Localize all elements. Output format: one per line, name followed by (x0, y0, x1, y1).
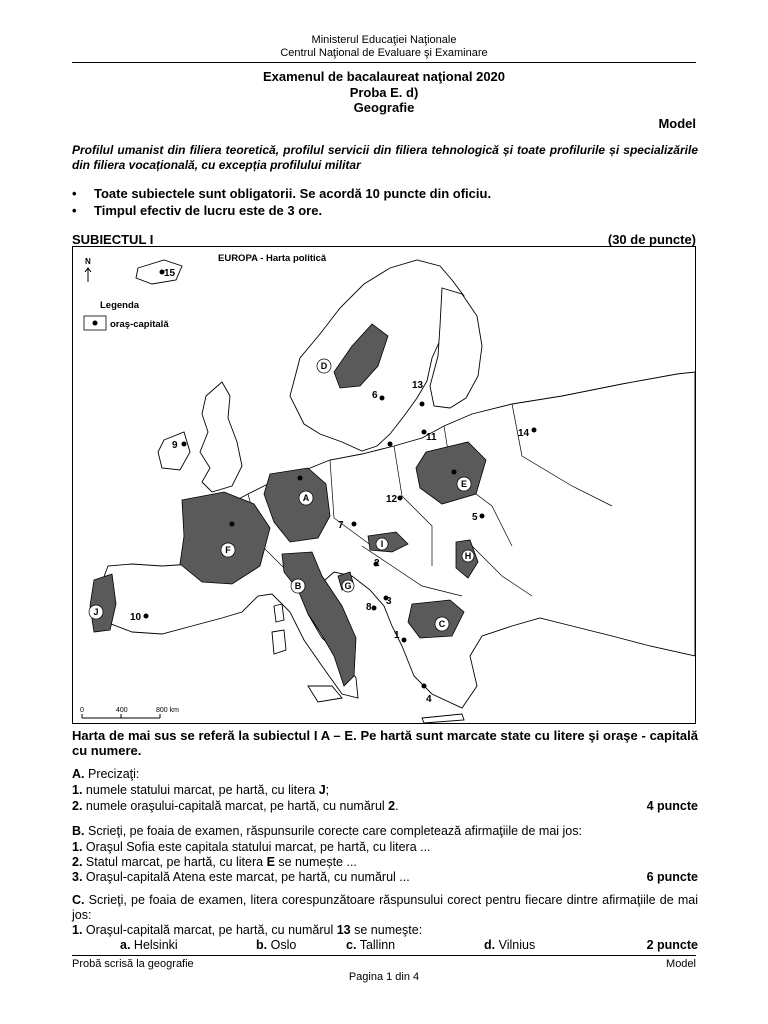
city-label-1: 1 (394, 630, 400, 641)
bullet-1: • Toate subiectele sunt obligatorii. Se acordă 10 puncte din oficiu. (72, 186, 492, 201)
map-title: EUROPA - Harta politică (218, 253, 327, 264)
state-label-h: H (464, 551, 472, 561)
svg-text:400: 400 (116, 707, 128, 714)
subiect-title: SUBIECTUL I (72, 232, 154, 247)
state-label-c: C (438, 619, 446, 629)
profile-text: Profilul umanist din filiera teoretică, profilul servicii din filiera tehnologică și toate profilurile și specializările din filiera vocațională, cu excepția profilului militar (72, 143, 698, 172)
section-c-item-1: 1. Oraşul-capitală marcat, pe hartă, cu numărul 13 se numeşte: (72, 923, 423, 937)
legend-title: Legenda (100, 300, 140, 311)
exam-title: Examenul de bacalaureat naţional 2020 (262, 69, 506, 84)
proba-title: Proba E. d) (349, 85, 419, 100)
section-c-options (72, 938, 698, 954)
legend-item: oraş-capitală (110, 319, 169, 330)
svg-text:0: 0 (80, 707, 84, 714)
option-a: a. Helsinki (120, 938, 178, 952)
section-b-instr: B. Scrieţi, pe foaia de examen, răspunsurile corecte care completează afirmaţiile de mai jos: (72, 824, 582, 838)
state-label-b: B (294, 581, 302, 591)
model-label: Model (658, 116, 696, 131)
city-label-13: 13 (412, 380, 424, 391)
section-b-item-2: 2. Statul marcat, pe hartă, cu litera E se numește ... (72, 855, 357, 869)
city-label-4: 4 (426, 694, 432, 705)
section-b-item-1: 1. Oraşul Sofia este capitala statului marcat, pe hartă, cu litera ... (72, 840, 431, 854)
subiect-points: (30 de puncte) (607, 232, 696, 247)
city-label-6: 6 (372, 390, 378, 401)
option-c: c. Tallinn (346, 938, 396, 952)
footer-left: Probă scrisă la geografie (72, 958, 194, 970)
state-label-f: F (225, 545, 231, 555)
city-label-8: 8 (366, 602, 372, 613)
city-label-15: 15 (164, 268, 176, 279)
bullet-2: • Timpul efectiv de lucru este de 3 ore. (72, 203, 323, 218)
state-label-e: E (460, 479, 468, 489)
header-divider (72, 62, 696, 63)
section-a-points: 4 puncte (646, 799, 698, 813)
footer-divider (72, 955, 696, 956)
state-label-g: G (344, 581, 352, 591)
state-label-d: D (320, 361, 328, 371)
section-c-points: 2 puncte (646, 938, 698, 952)
section-a-instr: A. Precizaţi: (72, 767, 140, 781)
bullet-1-text: Toate subiectele sunt obligatorii. Se acordă 10 puncte din oficiu. (94, 186, 492, 201)
svg-text:800 km: 800 km (156, 707, 179, 714)
section-b-item-3: 3. Oraşul-capitală Atena este marcat, pe hartă, cu numărul ... 6 puncte (72, 870, 698, 884)
city-label-14: 14 (518, 428, 530, 439)
option-b: b. Oslo (256, 938, 297, 952)
section-a-item-2: 2. numele oraşului-capitală marcat, pe hartă, cu numărul 2. 4 puncte (72, 799, 698, 813)
section-c-instr: C. Scrieţi, pe foaia de examen, litera corespunzătoare răspunsului corect pentru fiecare dintre afirmaţiile de mai jos: (72, 893, 698, 922)
center-line: Centrul Naţional de Evaluare şi Examinare (280, 47, 488, 59)
europe-map (72, 246, 696, 724)
city-label-11: 11 (426, 432, 437, 443)
city-label-5: 5 (472, 512, 478, 523)
section-a-item-1: 1. numele statului marcat, pe hartă, cu litera J; (72, 783, 330, 797)
svg-text:N: N (85, 257, 91, 266)
state-label-j: J (93, 607, 99, 617)
footer-right: Model (666, 958, 696, 970)
city-label-9: 9 (172, 440, 178, 451)
ministry-line: Ministerul Educaţiei Naţionale (311, 34, 457, 46)
bullet-2-text: Timpul efectiv de lucru este de 3 ore. (94, 203, 323, 218)
city-label-2: 2 (374, 558, 380, 569)
subject-title: Geografie (353, 100, 415, 115)
state-label-a: A (302, 493, 310, 503)
state-label-i: I (380, 539, 384, 549)
city-label-10: 10 (130, 612, 142, 623)
city-label-7: 7 (338, 520, 344, 531)
option-d: d. Vilnius (484, 938, 536, 952)
page-number: Pagina 1 din 4 (348, 971, 420, 983)
map-intro: Harta de mai sus se referă la subiectul I A – E. Pe hartă sunt marcate state cu litere şi oraşe - capitală cu numere. (72, 728, 698, 758)
city-label-3: 3 (386, 596, 392, 607)
city-label-12: 12 (386, 494, 398, 505)
section-b-points: 6 puncte (646, 870, 698, 884)
